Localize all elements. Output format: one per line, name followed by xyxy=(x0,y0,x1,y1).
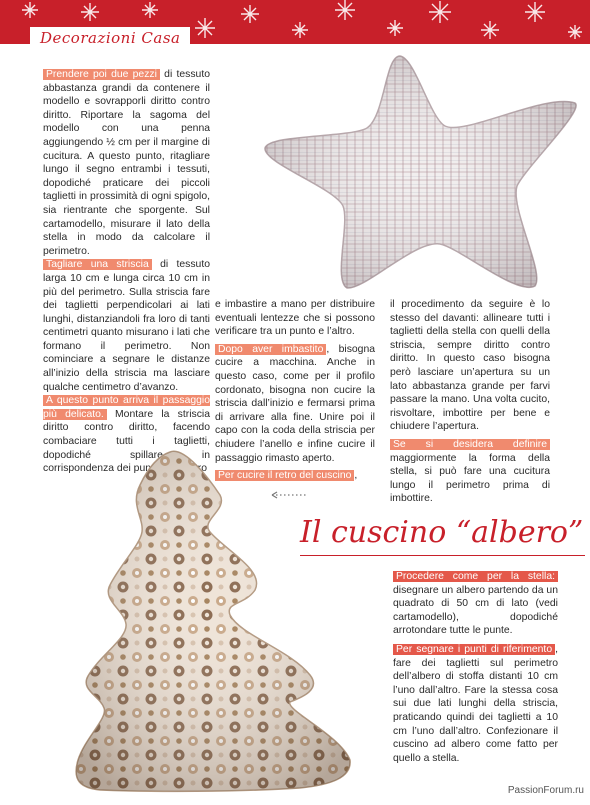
paragraph-text: di tessuto abbastanza grandi da contenere il modello e sovrapporli diritto contro diritto. Riportare la sagoma del modello con una penna aggiungendo ½ cm per il margine di cucitura. A questo punto, ritagliare lungo il segno entrambi i tessuti, dopodiché praticare dei piccoli taglietti in prossimità di ogni spigolo, sia rientrante che sporgente. Sul cartamodello, misurare il lato della stella in modo da calcolare il perimetro. xyxy=(43,69,210,257)
highlight: Per segnare i punti di riferimento xyxy=(393,644,555,655)
paragraph xyxy=(43,258,210,394)
paragraph-text: il procedimento da seguire è lo stesso del davanti: allineare tutti i taglietti della stella con quelli della striscia, sempre diritto contro diritto. In questo caso bisogna però lasciare un’apertura su un lato abbastanza grande per farvi passare la mano. Una volta cucito, risvoltare, imbottire per bene e chiudere l’apertura. xyxy=(390,299,550,433)
column-1 xyxy=(43,68,210,476)
paragraph-text: disegnare un albero partendo da un quadrato di 50 cm di lato (vedi cartamodello), dopodiché arrotondare tutte le punte. xyxy=(393,584,558,637)
highlight: A questo punto arriva il passaggio più delicato. xyxy=(43,395,210,420)
watermark: PassionForum.ru xyxy=(507,785,584,796)
paragraph-text: di tessuto larga 10 cm e lunga circa 10 cm in più del perimetro. Sulla striscia fare dei taglietti perpendicolari ai lati lunghi, distanziandoli fra loro di tanti centimetri quanto misurano i lati che formano il perimetro. Non cominciare a segnare le distanze all’inizio della striscia ma lasciare qualche centimetro d’avanzo. xyxy=(43,259,210,393)
highlight: Se si desidera definire xyxy=(390,439,550,450)
paragraph-text: , bisogna cucire a macchina. Anche in questo caso, come per il profilo cordonato, bisogna non cucire la striscia dall’inizio e fermarsi prima di arrivare alla fine. Unire poi il capo con la coda della striscia per chiudere l’anello e infine cucire il passaggio rimasto aperto. xyxy=(215,343,376,464)
highlight: Prendere poi due pezzi xyxy=(43,69,160,80)
paragraph xyxy=(390,438,550,506)
highlight: Tagliare una striscia xyxy=(43,259,152,270)
paragraph xyxy=(393,643,558,765)
page-title: Il cuscino “albero” xyxy=(300,515,584,550)
star-pillow-image xyxy=(255,48,585,298)
column-3 xyxy=(390,298,550,506)
paragraph-text: maggiormente la forma della stella, si può fare una cucitura lungo il perimetro prima di imbottire. xyxy=(390,452,550,505)
tree-pillow-image xyxy=(60,440,380,800)
highlight: Per cucire il retro del cuscino xyxy=(215,470,354,481)
paragraph xyxy=(43,68,210,258)
paragraph-text: Montare la striscia diritto contro diritto, facendo combaciare tutti i taglietti, dopodiché spillare in corrispondenza dei punti di incontro xyxy=(43,408,210,475)
paragraph-text: , xyxy=(354,470,358,482)
section-label: Decorazioni Casa xyxy=(30,27,190,50)
highlight: Dopo aver imbastito xyxy=(215,344,326,355)
highlight: Procedere come per la stella: xyxy=(393,571,558,582)
paragraph xyxy=(390,298,550,434)
paragraph xyxy=(393,570,558,638)
paragraph xyxy=(215,298,375,339)
paragraph-text: , fare dei taglietti sul perimetro dell’albero di stoffa distanti 10 cm l’uno dall’altro. Fare la stessa cosa sui due lati lunghi della striscia, praticando quindi dei taglietti a 10 cm l’uno dall’altro. Confezionare il cuscino ad albero come fatto per quello a stella. xyxy=(393,643,558,764)
paragraph-text: e imbastire a mano per distribuire eventuali lentezze che si possono verificare tra un punto e l’altro. xyxy=(215,299,375,338)
column-4 xyxy=(393,570,558,765)
